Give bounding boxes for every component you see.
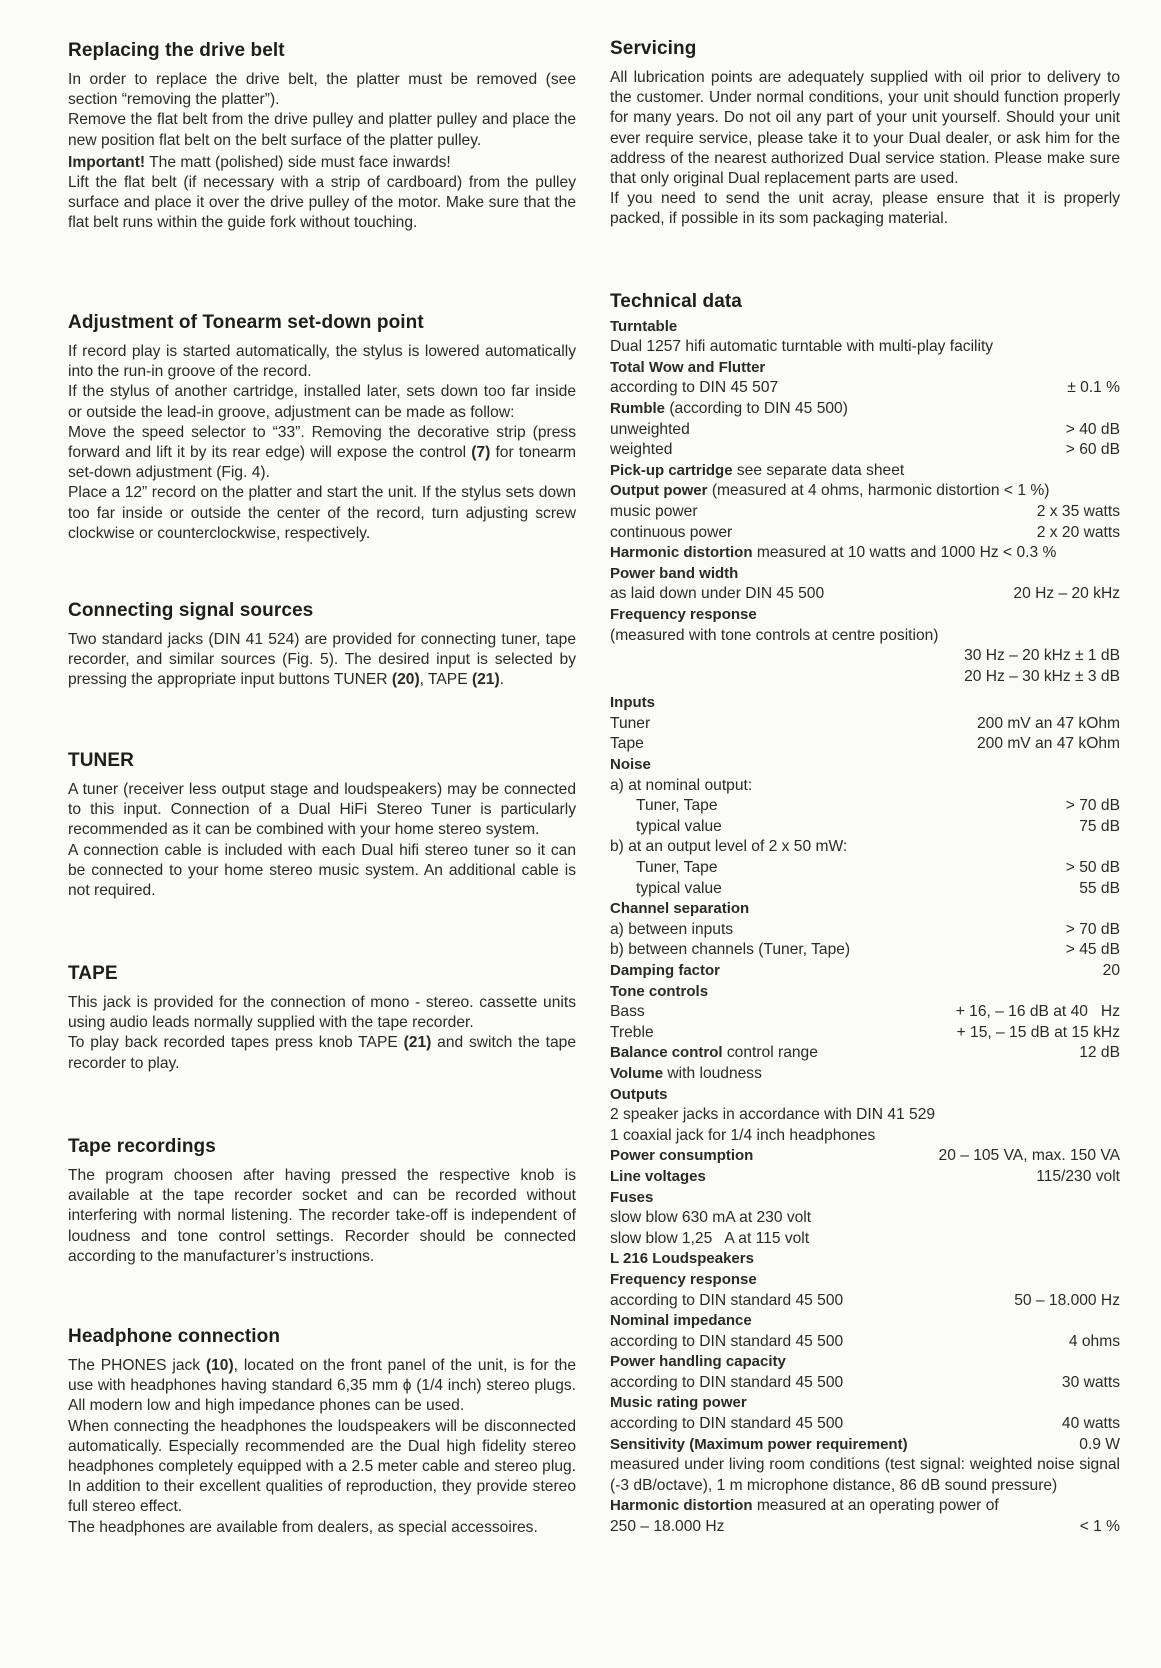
spec-row: [610, 940, 1120, 961]
spec-label: Inputs: [610, 694, 655, 712]
spec-label: Outputs: [610, 1085, 668, 1103]
paragraph-text: .: [499, 671, 505, 689]
spec-value: > 40 dB: [1065, 420, 1120, 438]
spec-value: > 70 dB: [1065, 920, 1120, 938]
spec-row: [610, 523, 1120, 544]
spec-text: Tuner: [610, 714, 651, 732]
spec-value: 0.9 W: [1079, 1435, 1120, 1453]
section-servicing: [610, 38, 1120, 230]
spec-label: Nominal impedance: [610, 1312, 752, 1330]
spec-row: [610, 1414, 1120, 1435]
paragraph: All lubrication points are adequately supplied with oil prior to delivery to the customer. Under normal conditions, your unit should function properly for many years. Do not oil any part of your unit yourself. Should your unit ever require service, please take it to your Dual dealer, or ask him for the address of the nearest authorized Dual service station. Please make sure that only original Dual replacement parts are used.: [610, 69, 1120, 188]
spec-row: [610, 378, 1120, 399]
spec-row: [610, 1064, 1120, 1085]
spec-label: Harmonic distortion: [610, 544, 753, 562]
ref-number: (21): [403, 1034, 432, 1052]
paragraph: Remove the flat belt from the drive pulley and platter pulley and place the new position flat belt on the belt surface of the platter pulley.: [68, 111, 576, 149]
spec-value: > 50 dB: [1065, 859, 1120, 877]
spec-row: [610, 481, 1120, 502]
spec-text: Tape: [610, 735, 644, 753]
spec-text: slow blow 1,25 A at 115 volt: [610, 1229, 810, 1247]
spec-text: typical value: [636, 817, 722, 835]
spec-text: measured under living room conditions (test signal: weighted noise signal (-3 dB/octave), 1 m microphone distance, 86 dB sound pressure): [610, 1456, 1120, 1494]
spec-row: [610, 1002, 1120, 1023]
spec-label: Volume: [610, 1064, 664, 1082]
spec-value: 20 Hz – 20 kHz: [1013, 585, 1120, 603]
spec-label: L 216 Loudspeakers: [610, 1250, 754, 1268]
section-headphone: [68, 1326, 576, 1538]
spec-label: Power handling capacity: [610, 1353, 786, 1371]
spec-text: slow blow 630 mA at 230 volt: [610, 1209, 812, 1227]
paragraph: [68, 630, 576, 691]
spec-value: 2 x 35 watts: [1036, 502, 1120, 520]
paragraph-text: Two standard jacks (DIN 41 524) are provided for connecting tuner, tape recorder, and similar sources (Fig. 5). The desired input is selected by pressing the appropriate input buttons TUNER: [68, 631, 576, 689]
spec-row: [610, 920, 1120, 941]
paragraph: [68, 1356, 576, 1417]
heading-headphone: Headphone connection: [68, 1326, 281, 1347]
spec-label: Power consumption: [610, 1147, 754, 1165]
spec-text: music power: [610, 502, 698, 520]
spec-row: [610, 1126, 1120, 1147]
spec-value: 12 dB: [1079, 1044, 1120, 1062]
spec-value: + 15, – 15 dB at 15 kHz: [956, 1023, 1120, 1041]
heading-signal-sources: Connecting signal sources: [68, 600, 314, 621]
spec-value: > 70 dB: [1065, 797, 1120, 815]
spec-label: Harmonic distortion: [610, 1497, 753, 1515]
spec-row: [610, 1023, 1120, 1044]
heading-servicing: Servicing: [610, 38, 697, 59]
spec-label: Damping factor: [610, 962, 721, 979]
spec-value: 115/230 volt: [1036, 1167, 1120, 1185]
spec-row: [610, 626, 1120, 647]
spec-text: a) at nominal output:: [610, 776, 753, 794]
spec-text: weighted: [610, 441, 673, 459]
paragraph: If you need to send the unit acray, please ensure that it is properly packed, if possible in its som packaging material.: [610, 190, 1120, 228]
spec-row: [610, 1043, 1120, 1064]
heading-tuner: TUNER: [68, 750, 134, 771]
spec-row: [610, 1332, 1120, 1353]
spec-value: 20: [1102, 962, 1120, 979]
paragraph-text: Move the speed selector to “33”. Removing the decorative strip (press forward and lift it by its rear edge) will expose the control: [68, 423, 576, 462]
spec-text: 1 coaxial jack for 1/4 inch headphones: [610, 1126, 876, 1144]
section-signal-sources: [68, 600, 576, 691]
spec-text: according to DIN 45 507: [610, 379, 779, 397]
spec-row: [610, 337, 1120, 358]
section-tape-recordings: [68, 1136, 576, 1267]
spec-text: according to DIN standard 45 500: [610, 1291, 844, 1309]
spec-row: [610, 461, 1120, 482]
paragraph-text: , TAPE: [419, 671, 472, 689]
paragraph: A tuner (receiver less output stage and loudspeakers) may be connected to this input. Connection of a Dual HiFi Stereo Tuner is particularly recommended as it can be combined with your home stereo system.: [68, 781, 576, 839]
spec-label: Music rating power: [610, 1394, 747, 1412]
spec-value: 20 – 105 VA, max. 150 VA: [938, 1147, 1120, 1165]
spec-value: + 16, – 16 dB at 40 Hz: [955, 1003, 1120, 1021]
paragraph: This jack is provided for the connection of mono - stereo. cassette units using audio leads normally supplied with the tape recorder.: [68, 994, 576, 1032]
spec-label: Tone controls: [610, 982, 709, 1000]
spec-row: [610, 1373, 1120, 1394]
section-tuner: [68, 750, 576, 901]
spec-value: 2 x 20 watts: [1036, 523, 1120, 541]
spec-label: Power band width: [610, 564, 739, 582]
ref-number: (7): [471, 444, 491, 462]
spec-row: [610, 734, 1120, 755]
spec-text: (according to DIN 45 500): [665, 399, 848, 417]
spec-text: according to DIN standard 45 500: [610, 1332, 844, 1350]
spec-row: [610, 399, 1120, 420]
spec-text: 2 speaker jacks in accordance with DIN 41 529: [610, 1106, 936, 1124]
spec-row: [610, 817, 1120, 838]
spec-text: Tuner, Tape: [636, 797, 718, 815]
paragraph: The headphones are available from dealers, as special accessoires.: [68, 1518, 538, 1536]
heading-drive-belt: Replacing the drive belt: [68, 40, 285, 61]
heading-tonearm: Adjustment of Tonearm set-down point: [68, 312, 424, 333]
spec-label: Frequency response: [610, 605, 757, 623]
spec-row: [610, 440, 1120, 461]
spec-label: Fuses: [610, 1188, 654, 1206]
spec-row: [610, 879, 1120, 900]
spec-row: [610, 714, 1120, 735]
spec-text: Dual 1257 hifi automatic turntable with multi-play facility: [610, 338, 994, 356]
paragraph: [68, 423, 576, 484]
spec-value: 20 Hz – 30 kHz ± 3 dB: [964, 667, 1120, 685]
spec-text: (measured with tone controls at centre position): [610, 626, 939, 644]
spec-text: 250 – 18.000 Hz: [610, 1518, 725, 1536]
spec-text: b) at an output level of 2 x 50 mW:: [610, 838, 848, 856]
spec-value: < 1 %: [1079, 1518, 1120, 1536]
spec-label: Rumble: [610, 399, 666, 417]
spec-row: [610, 858, 1120, 879]
spec-value: 75 dB: [1079, 817, 1120, 835]
paragraph: A connection cable is included with each Dual hifi stereo tuner so it can be connected to your home stereo music system. An additional cable is not required.: [68, 841, 576, 900]
spec-value: 30 watts: [1061, 1373, 1120, 1391]
spec-text: (measured at 4 ohms, harmonic distortion < 1 %): [707, 482, 1050, 500]
paragraph-text: To play back recorded tapes press knob TAPE: [68, 1034, 404, 1052]
spec-value: 30 Hz – 20 kHz ± 1 dB: [964, 647, 1120, 665]
spec-text: control range: [722, 1044, 818, 1062]
spec-label: Output power: [610, 482, 708, 500]
spec-label: Line voltages: [610, 1167, 706, 1185]
spec-value: ± 0.1 %: [1067, 379, 1120, 397]
spec-row: [610, 1208, 1120, 1229]
spec-row: [610, 1229, 1120, 1250]
spec-text: according to DIN standard 45 500: [610, 1415, 844, 1433]
ref-number: (10): [205, 1357, 234, 1374]
paragraph: [68, 1033, 576, 1073]
spec-label: Channel separation: [610, 900, 750, 918]
spec-row: [610, 1291, 1120, 1312]
section-technical-data: [610, 292, 1120, 1538]
spec-text: b) between channels (Tuner, Tape): [610, 941, 851, 959]
spec-row: [610, 776, 1120, 797]
heading-tape: TAPE: [68, 963, 118, 984]
paragraph-text: for tonearm set-down adjustment (Fig. 4).: [68, 444, 576, 482]
spec-value: 200 mV an 47 kOhm: [976, 735, 1120, 753]
spec-value: 50 – 18.000 Hz: [1014, 1291, 1120, 1309]
spec-label: Total Wow and Flutter: [610, 358, 766, 376]
spec-text: Tuner, Tape: [636, 859, 718, 877]
section-tonearm: [68, 312, 576, 544]
spec-row: [610, 1496, 1120, 1517]
spec-row: [610, 1105, 1120, 1126]
spec-row: [610, 796, 1120, 817]
spec-value: 40 watts: [1061, 1415, 1120, 1433]
section-tape: [68, 963, 576, 1074]
spec-label: Frequency response: [610, 1270, 757, 1288]
spec-row: [610, 420, 1120, 441]
important-label: Important!: [68, 153, 146, 171]
paragraph-text: The matt (polished) side must face inwards!: [145, 153, 451, 171]
paragraph: Lift the flat belt (if necessary with a strip of cardboard) from the pulley surface and place it over the drive pulley of the motor. Make sure that the flat belt runs within the guide fork without touching.: [68, 174, 576, 232]
spec-text: according to DIN standard 45 500: [610, 1373, 844, 1391]
spec-label: Noise: [610, 756, 651, 774]
spec-label: Balance control: [610, 1044, 723, 1062]
spec-text: continuous power: [610, 523, 733, 541]
heading-technical-data: Technical data: [610, 291, 742, 312]
paragraph: The program choosen after having pressed the respective knob is available at the tape recorder socket and can be recorded without interfering with normal listening. The recorder take-off is independent of loudness and tone control settings. Recorder should be connected according to the manufacturer’s instructions.: [68, 1167, 576, 1265]
paragraph: If the stylus of another cartridge, installed later, sets down too far inside or outside the lead-in groove, adjustment can be made as follow:: [68, 383, 576, 421]
spec-text: Bass: [610, 1003, 645, 1021]
spec-text: with loudness: [663, 1064, 762, 1082]
spec-text: as laid down under DIN 45 500: [610, 585, 825, 603]
ref-number: (21): [471, 671, 500, 689]
spec-text: a) between inputs: [610, 920, 734, 938]
ref-number: (20): [391, 671, 420, 689]
spec-text: Treble: [610, 1023, 654, 1041]
heading-tape-recordings: Tape recordings: [68, 1136, 216, 1157]
spec-label: Pick-up cartridge: [610, 461, 733, 479]
paragraph: In order to replace the drive belt, the platter must be removed (see section “removing the platter”).: [68, 71, 576, 109]
paragraph: [68, 153, 576, 173]
paragraph: If record play is started automatically, the stylus is lowered automatically into the run-in groove of the record.: [68, 343, 576, 381]
paragraph: When connecting the headphones the loudspeakers will be disconnected automatically. Especially recommended are the Dual high fidelity stereo headphones completely equipped with a 2.5 meter cable and stereo plug. In addition to their excellent qualities of reproduction, they provide stereo full stereo effect.: [68, 1417, 576, 1516]
spec-row: [610, 1167, 1120, 1188]
spec-text: unweighted: [610, 420, 690, 438]
paragraph-text: , located on the front panel of the unit, is for the use with headphones having standard 6,35 mm ϕ (1/4 inch) stereo plugs. All modern low and high impedance phones can be used.: [68, 1357, 577, 1415]
spec-row: [610, 502, 1120, 523]
spec-label: Turntable: [610, 317, 678, 335]
spec-row: [610, 961, 1120, 982]
spec-row: [610, 584, 1120, 605]
spec-value: 4 ohms: [1068, 1332, 1120, 1350]
paragraph-text: The PHONES jack: [68, 1357, 206, 1374]
spec-value: > 45 dB: [1065, 941, 1120, 959]
spec-value: > 60 dB: [1065, 441, 1120, 459]
spec-label: Sensitivity (Maximum power requirement): [610, 1435, 908, 1453]
spec-row: [610, 1146, 1120, 1167]
spec-text: measured at 10 watts and 1000 Hz < 0.3 %: [752, 544, 1057, 562]
spec-row: [610, 543, 1120, 564]
spec-value: 200 mV an 47 kOhm: [976, 714, 1120, 732]
paragraph-text: and switch the tape recorder to play.: [68, 1034, 576, 1072]
section-drive-belt: [68, 40, 576, 234]
spec-row: [610, 1435, 1120, 1456]
spec-text: typical value: [636, 879, 722, 897]
spec-value: 55 dB: [1079, 879, 1120, 897]
spec-text: see separate data sheet: [732, 461, 905, 479]
spec-text: measured at an operating power of: [752, 1497, 999, 1515]
paragraph: Place a 12” record on the platter and start the unit. If the stylus sets down too far inside or outside the center of the record, turn adjusting screw clockwise or counterclockwise, respectively.: [68, 484, 576, 542]
spec-row: [610, 1517, 1120, 1538]
spec-row: [610, 837, 1120, 858]
